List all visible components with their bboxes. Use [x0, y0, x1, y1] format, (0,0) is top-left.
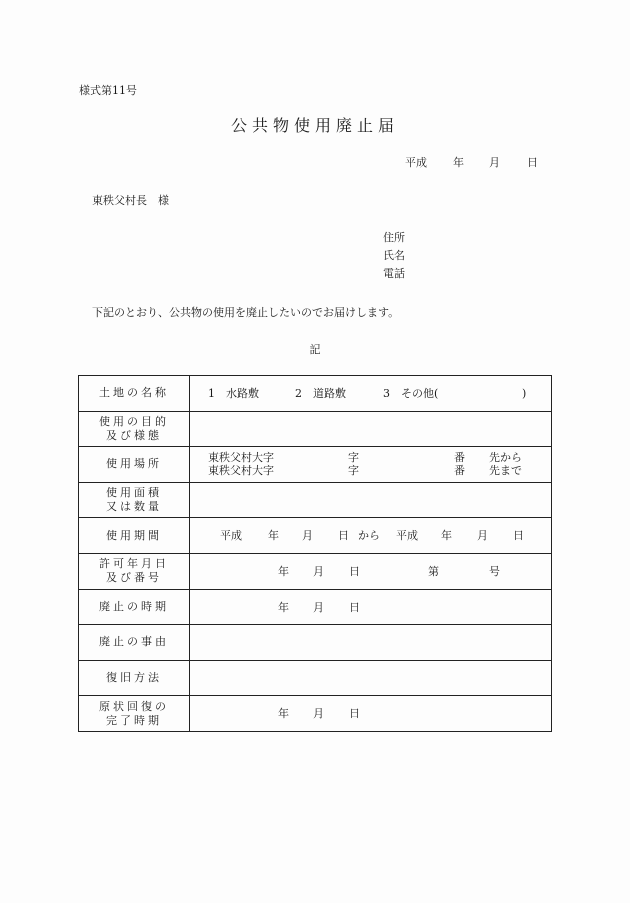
ki-heading: 記 [309, 343, 321, 356]
table-row [79, 482, 552, 518]
row-label [79, 625, 190, 661]
date-month: 月 [489, 156, 500, 169]
period-era-end: 平成 [396, 529, 418, 543]
page-title: 公共物使用廃止届 [230, 116, 399, 135]
period-month-end: 月 [477, 529, 488, 543]
place-aza: 字 [348, 451, 359, 465]
period-era-start: 平成 [220, 529, 242, 543]
option-waterway: 1 水路敷 [208, 387, 259, 400]
permit-value[interactable] [190, 553, 552, 589]
row-label [79, 518, 190, 554]
label-line: 廃止の時期 [99, 599, 169, 613]
label-line: 使用面積 [106, 486, 162, 500]
applicant-phone-label: 電話 [383, 267, 405, 280]
permit-day: 日 [349, 564, 360, 578]
period-month-start: 月 [302, 529, 313, 543]
place-village: 東秩父村大字 [208, 451, 274, 465]
abolition-month: 月 [313, 600, 324, 614]
purpose-value[interactable] [190, 411, 552, 447]
option-road: 2 道路敷 [295, 387, 346, 400]
date-day: 日 [527, 156, 538, 169]
restoration-method-value[interactable] [190, 660, 552, 696]
table-row [79, 625, 552, 661]
restoration-month: 月 [313, 707, 324, 721]
applicant-name-label: 氏名 [383, 249, 405, 262]
row-label [79, 696, 190, 732]
table-row [79, 553, 552, 589]
table-row [79, 376, 552, 412]
table-row [79, 660, 552, 696]
date-era: 平成 [405, 156, 427, 169]
label-line: 完了時期 [106, 713, 162, 727]
place-ban: 番 [454, 464, 465, 478]
restoration-date-value[interactable] [190, 696, 552, 732]
permit-year: 年 [278, 564, 289, 578]
abolition-date-value[interactable] [190, 589, 552, 625]
period-day-start: 日 [338, 529, 349, 543]
option-other-close: ) [522, 387, 527, 400]
label-line: 原状回復の [99, 699, 169, 713]
label-line: 許可年月日 [99, 557, 169, 571]
label-line: 土地の名称 [99, 386, 169, 400]
date-year: 年 [453, 156, 464, 169]
row-label [79, 482, 190, 518]
permit-go: 号 [489, 564, 500, 578]
option-other: 3 その他( [383, 387, 439, 400]
land-name-value[interactable] [190, 376, 552, 412]
permit-dai: 第 [428, 564, 439, 578]
abolition-reason-value[interactable] [190, 625, 552, 661]
abolition-day: 日 [349, 600, 360, 614]
label-line: 及び様態 [106, 428, 162, 442]
table-row [79, 518, 552, 554]
permit-month: 月 [313, 564, 324, 578]
label-line: 復旧方法 [106, 671, 162, 685]
period-value[interactable] [190, 518, 552, 554]
label-line: 又は数量 [106, 500, 162, 514]
applicant-address-label: 住所 [383, 231, 405, 244]
place-suffix: 先まで [489, 464, 522, 478]
area-value[interactable] [190, 482, 552, 518]
row-label [79, 411, 190, 447]
submission-date [405, 154, 538, 170]
addressee: 東秩父村長 様 [92, 194, 169, 207]
label-line: 使用場所 [106, 457, 162, 471]
period-year-end: 年 [441, 529, 452, 543]
restoration-year: 年 [278, 707, 289, 721]
restoration-day: 日 [349, 707, 360, 721]
label-line: 使用の目的 [99, 414, 169, 428]
form-table [78, 375, 552, 732]
form-number: 様式第11号 [79, 84, 137, 97]
table-row [79, 411, 552, 447]
period-year-start: 年 [268, 529, 279, 543]
table-row [79, 589, 552, 625]
table-row [79, 696, 552, 732]
place-village: 東秩父村大字 [208, 464, 274, 478]
row-label [79, 553, 190, 589]
abolition-year: 年 [278, 600, 289, 614]
period-day-end: 日 [513, 529, 524, 543]
place-ban: 番 [454, 451, 465, 465]
location-value[interactable] [190, 447, 552, 483]
row-label [79, 376, 190, 412]
label-line: 使用期間 [106, 528, 162, 542]
applicant-block [383, 229, 405, 283]
label-line: 及び番号 [106, 571, 162, 585]
label-line: 廃止の事由 [99, 635, 169, 649]
statement: 下記のとおり、公共物の使用を廃止したいのでお届けします。 [92, 306, 400, 319]
row-label [79, 447, 190, 483]
period-kara: から [358, 529, 380, 543]
row-label [79, 589, 190, 625]
table-row [79, 447, 552, 483]
place-suffix: 先から [489, 451, 522, 465]
row-label [79, 660, 190, 696]
place-aza: 字 [348, 464, 359, 478]
